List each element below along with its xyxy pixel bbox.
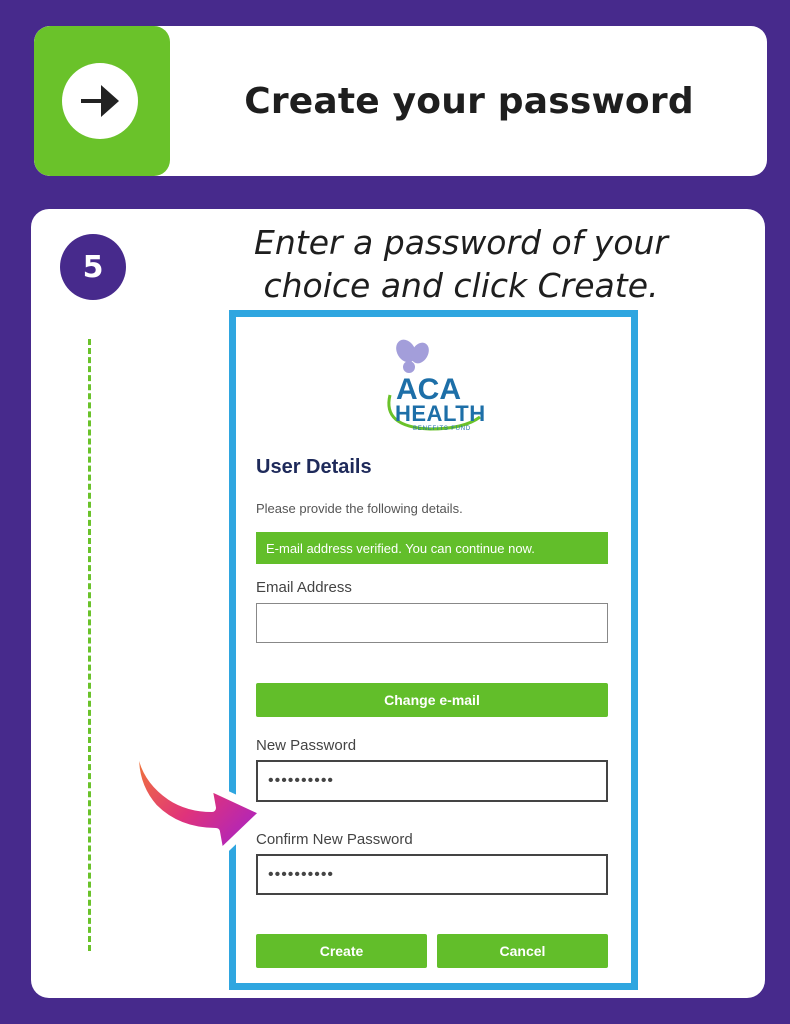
email-field[interactable] [256,603,608,643]
user-details-screenshot [229,310,638,990]
new-password-field[interactable]: •••••••••• [256,760,608,802]
curved-arrow-icon [126,708,286,868]
svg-text:ACA: ACA [396,373,461,406]
arrow-right-icon [62,63,138,139]
svg-text:HEALTH: HEALTH [395,401,486,426]
user-details-subtitle: Please provide the following details. [256,501,463,516]
page-title: Create your password [244,80,694,122]
step-number-badge: 5 [60,234,126,300]
confirm-password-field[interactable]: •••••••••• [256,854,608,895]
step-instruction [181,221,741,307]
verified-banner: E-mail address verified. You can continue now. [256,532,608,564]
user-details-title: User Details [256,456,372,478]
instruction-line-2: choice and click Create. [263,266,659,305]
instruction-line-1: Enter a password of your [253,223,668,262]
change-email-button[interactable]: Change e-mail [256,683,608,717]
aca-health-logo [380,337,490,433]
step-card [31,209,765,998]
new-password-label: New Password [256,737,357,754]
header-icon-box [34,26,170,176]
cancel-button[interactable]: Cancel [437,934,608,968]
svg-text:BENEFITS FUND: BENEFITS FUND [413,426,472,432]
create-button[interactable]: Create [256,934,427,968]
dashed-divider [88,339,91,951]
header-card [34,26,767,176]
email-label: Email Address [256,579,352,596]
confirm-password-label: Confirm New Password [256,831,413,848]
